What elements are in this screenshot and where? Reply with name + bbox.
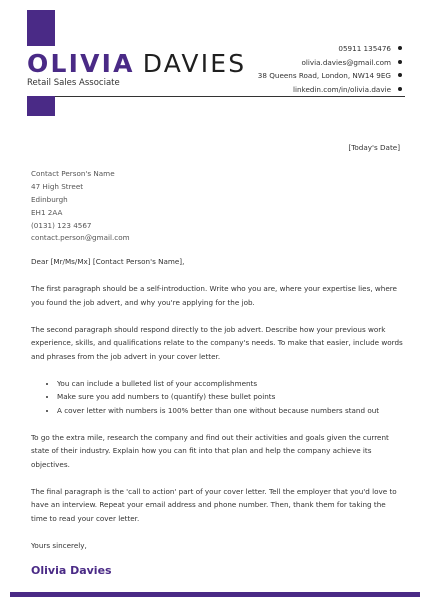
job-title: Retail Sales Associate xyxy=(27,78,120,88)
bullet-icon xyxy=(398,60,402,64)
email-text: olivia.davies@gmail.com xyxy=(301,57,391,67)
contact-phone xyxy=(258,42,402,56)
contact-email xyxy=(258,56,402,70)
header-divider xyxy=(27,96,405,97)
first-name: OLIVIA xyxy=(27,49,135,78)
bullet-icon xyxy=(398,46,402,50)
recipient-city: Edinburgh xyxy=(31,194,68,204)
list-item: • You can include a bulleted list of your accomplishments xyxy=(57,377,403,391)
paragraph-call-to-action: The final paragraph is the 'call to action' part of your cover letter. Tell the employer that you'd love to have an interview. Repeat your email address and phone number. Then, thank them for taking the time to read your cover letter. xyxy=(31,486,397,523)
last-name: DAVIES xyxy=(142,49,247,78)
footer-accent-bar xyxy=(10,592,420,597)
linkedin-text: linkedin.com/in/olivia.davie xyxy=(293,84,391,94)
salutation: Dear [Mr/Ms/Mx] [Contact Person's Name], xyxy=(31,257,185,266)
signature-name: Olivia Davies xyxy=(31,564,112,577)
applicant-name xyxy=(27,50,246,78)
signoff: Yours sincerely, xyxy=(31,540,87,550)
header-accent-block xyxy=(27,10,55,46)
paragraph-introduction: The first paragraph should be a self-introduction. Write who you are, where your expertise lies, where you found the job advert, and why you're applying for the job. xyxy=(31,284,397,307)
bullet-icon xyxy=(398,87,402,91)
paragraph-experience: The second paragraph should respond directly to the job advert. Describe how your previous work experience, skills, and qualifications relate to the company's needs. To make that easier, include words and phrases from the job advert in your cover letter. xyxy=(31,324,403,361)
letter-date: [Today's Date] xyxy=(348,143,400,152)
contact-address xyxy=(258,69,402,83)
recipient-street: 47 High Street xyxy=(31,181,84,191)
paragraph-research: To go the extra mile, research the company and find out their activities and goals given the current state of their industry. Explain how you can fit into that plan and help the company achieve its objectives. xyxy=(31,432,389,469)
recipient-postcode: EH1 2AA xyxy=(31,207,63,217)
recipient-name: Contact Person's Name xyxy=(31,169,115,178)
letter-body xyxy=(31,255,403,578)
contact-details xyxy=(258,42,402,96)
recipient-phone: (0131) 123 4567 xyxy=(31,220,92,230)
phone-text: 05911 135476 xyxy=(338,44,391,53)
list-item: • Make sure you add numbers to (quantify) these bullet points xyxy=(57,390,403,404)
divider-accent-block xyxy=(27,96,55,116)
recipient-block xyxy=(31,168,130,245)
list-item: • A cover letter with numbers is 100% better than one without because numbers stand out xyxy=(57,404,403,418)
address-text: 38 Queens Road, London, NW14 9EG xyxy=(257,71,391,81)
contact-linkedin xyxy=(258,83,402,97)
accomplishments-list xyxy=(31,377,403,418)
recipient-email: contact.person@gmail.com xyxy=(31,233,130,243)
bullet-icon xyxy=(398,73,402,77)
